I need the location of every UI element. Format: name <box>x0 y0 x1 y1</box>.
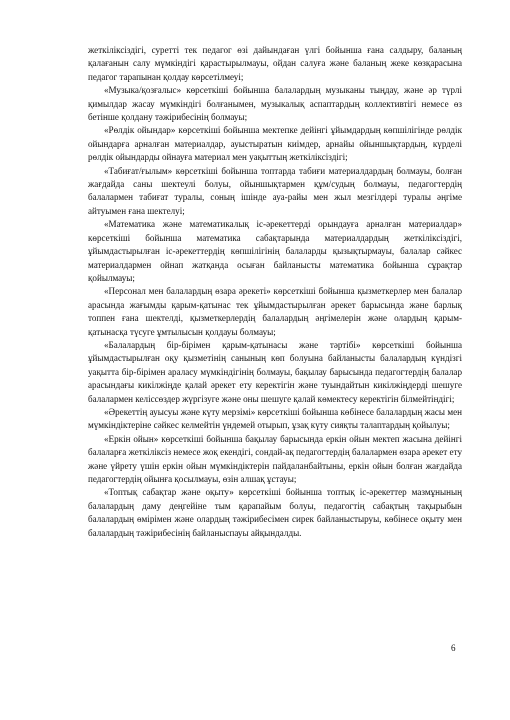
paragraph: «Еркін ойын» көрсеткіші бойынша бақылау барысында еркін ойын мектеп жасына дейінгі балаларға жеткіліксіз немесе жоқ екендігі, сондай-ақ педагогтердің балалармен өзара әрекет ету және үйрету үшін еркін ойын мүмкіндіктерін пайдаланбайтыны, еркін ойын болған жағдайда педагогтердің ойынға қосылмауы, өзін алшақ ұстауы; <box>88 433 462 484</box>
paragraph: «Персонал мен балалардың өзара әрекеті» көрсеткіші бойынша қызметкерлер мен балалар арасында жағымды қарым-қатынас тек ұйымдастырылған әрекет барысында және барлық топпен ғана шектелді, қызметкерлердің балалардың әңгімелерін және олардың қарым-қатынасқа түсуге ұмтылысын қолдауы болмауы; <box>88 286 462 337</box>
body-text <box>88 44 462 540</box>
paragraph: «Математика және математикалық іс-әрекеттерді орындауға арналған материалдар» көрсеткіші бойынша математика сабақтарында материалдардың жеткіліксіздігі, ұйымдастырылған іс-әрекеттердің көпшілігінің балаларды қызықтырмауы, балалар сәйкес материалдармен ойнап жатқанда осыған байланысты математика бойынша сұрақтар қойылмауы; <box>88 219 462 283</box>
page-number: 6 <box>451 643 456 653</box>
paragraph: «Табиғат/ғылым» көрсеткіші бойынша топтарда табиғи материалдардың болмауы, болған жағдайда саны шектеулі болуы, ойыншықтармен құм/судың болмауы, педагогтердің балалармен табиғат туралы, соның ішінде ауа-райы мен жыл мезгілдері туралы әңгіме айтуымен ғана шектелуі; <box>88 165 462 216</box>
paragraph: «Әрекеттің ауысуы және күту мерзімі» көрсеткіші бойынша көбінесе балалардың жасы мен мүмкіндіктеріне сәйкес келмейтін үндемей отырып, ұзақ күту сияқты талаптардың қойылуы; <box>88 406 462 431</box>
paragraph: «Рөлдік ойындар» көрсеткіші бойынша мектепке дейінгі ұйымдардың көпшілігінде рөлдік ойындарға арналған материалдар, ауыстыратын киімдер, арнайы ойыншықтардың, күрделі рөлдік ойындарды ойнауға материал мен уақыттың жеткіліксіздігі; <box>88 125 462 163</box>
paragraph: «Музыка/қозғалыс» көрсеткіші бойынша балалардың музыканы тыңдау, және әр түрлі қимылдар жасау мүмкіндігі болғанымен, музыкалық аспаптардың коллективтігі немесе өз бетінше қолдану тәжірибесінің болмауы; <box>88 85 462 123</box>
paragraph: жеткіліксіздігі, суретті тек педагог өзі дайындаған үлгі бойынша ғана салдыру, баланың қалағанын салу мүмкіндігі қарастырылмауы, ойдан салуға және баланың жеке көзқарасына педагог тарапынан қолдау көрсетілмеуі; <box>88 45 462 82</box>
paragraph: «Балалардың бір-бірімен қарым-қатынасы және тәртібі» көрсеткіші бойынша ұйымдастырылған оқу қызметінің санының көп болуына байланысты балалардың күндізгі уақытта бір-бірімен араласу мүмкіндігінің болмауы, бақылау барысында педагогтердің балалар арасындағы кикілжіңде қалай әрекет ету керектігін және туындайтын кикілжіңдерді шешуге балалармен келіссөздер жүргізуге және оны шешуге қалай көмектесу керектігін білмейтіндігі; <box>88 339 462 404</box>
paragraph: «Топтық сабақтар және оқыту» көрсеткіші бойынша топтық іс-әрекеттер мазмұнының балалардың даму деңгейіне тым қарапайым болуы, педагогтің сабақтың тақырыбын балалардың өмірімен және олардың тәжірибесімен сирек байланыстыруы, көбінесе оқыту мен балалардың тәжірибесінің байланыспауы айқындалды. <box>88 487 462 538</box>
